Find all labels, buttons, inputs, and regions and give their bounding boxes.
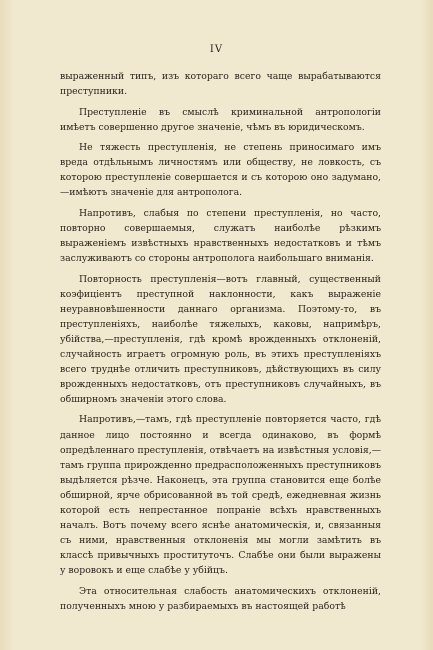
paragraph: Напротивъ, слабыя по степени преступленія, но часто, повторно совершаемыя, служатъ наиболѣе рѣзкимъ выраженіемъ извѣстныхъ нравственныхъ недостатковъ и тѣмъ заслуживаютъ со стороны антрополога наибольшаго вниманія. — [60, 207, 381, 265]
paragraph: Повторность преступленія—вотъ главный, существенный коэфиціентъ преступной наклонности, какъ выраженіе неуравновѣшенности даннаго организма. Поэтому-то, въ преступленіяхъ, наиболѣе тяжелыхъ, каковы, напримѣръ, убійства,—преступленія, гдѣ кромѣ врожденныхъ отклоненій, случайность играетъ огромную роль, въ этихъ преступленіяхъ всего труднѣе отличить преступниковъ, дѣйствующихъ въ силу врожденныхъ недостатковъ, отъ преступниковъ случайныхъ, въ обширномъ значеніи этого слова. — [60, 273, 381, 405]
paragraph: выраженный типъ, изъ котораго всего чаще вырабатываются преступники. — [60, 71, 381, 98]
paragraph: Преступленіе въ смыслѣ криминальной антропологіи имѣетъ совершенно другое значеніе, чѣмъ въ юридическомъ. — [60, 106, 381, 133]
text-body — [60, 69, 381, 619]
paragraph: Напротивъ,—тамъ, гдѣ преступленіе повторяется часто, гдѣ данное лицо постоянно и всегда одинаково, въ формѣ опредѣленнаго преступленія, отвѣчаетъ на извѣстныя условія,—тамъ группа прирожденно предрасположенныхъ преступниковъ выдѣляется рѣзче. Наконецъ, эта группа становится еще болѣе обширной, ярче обрисованной въ той средѣ, ежедневная жизнь которой есть непрестанное попраніе всѣхъ нравственныхъ началъ. Вотъ почему всего яснѣе анатомическія, и, связанныя съ ними, нравственныя отклоненія мы могли замѣтить въ классѣ привычныхъ проституточъ. Слабѣе они были выражены у воровокъ и еще слабѣе у убійцъ. — [60, 414, 381, 576]
paragraph: Эта относительная слабость анатомическихъ отклоненій, полученныхъ мною у разбираемыхъ въ настоящей работѣ — [60, 585, 381, 612]
page-number: IV — [209, 44, 224, 55]
paragraph: Не тяжесть преступленія, не степень приносимаго имъ вреда отдѣльнымъ личностямъ или обществу, не ловкость, съ которою преступленіе совершается и съ которою оно задумано,—имѣютъ значеніе для антрополога. — [60, 142, 381, 199]
